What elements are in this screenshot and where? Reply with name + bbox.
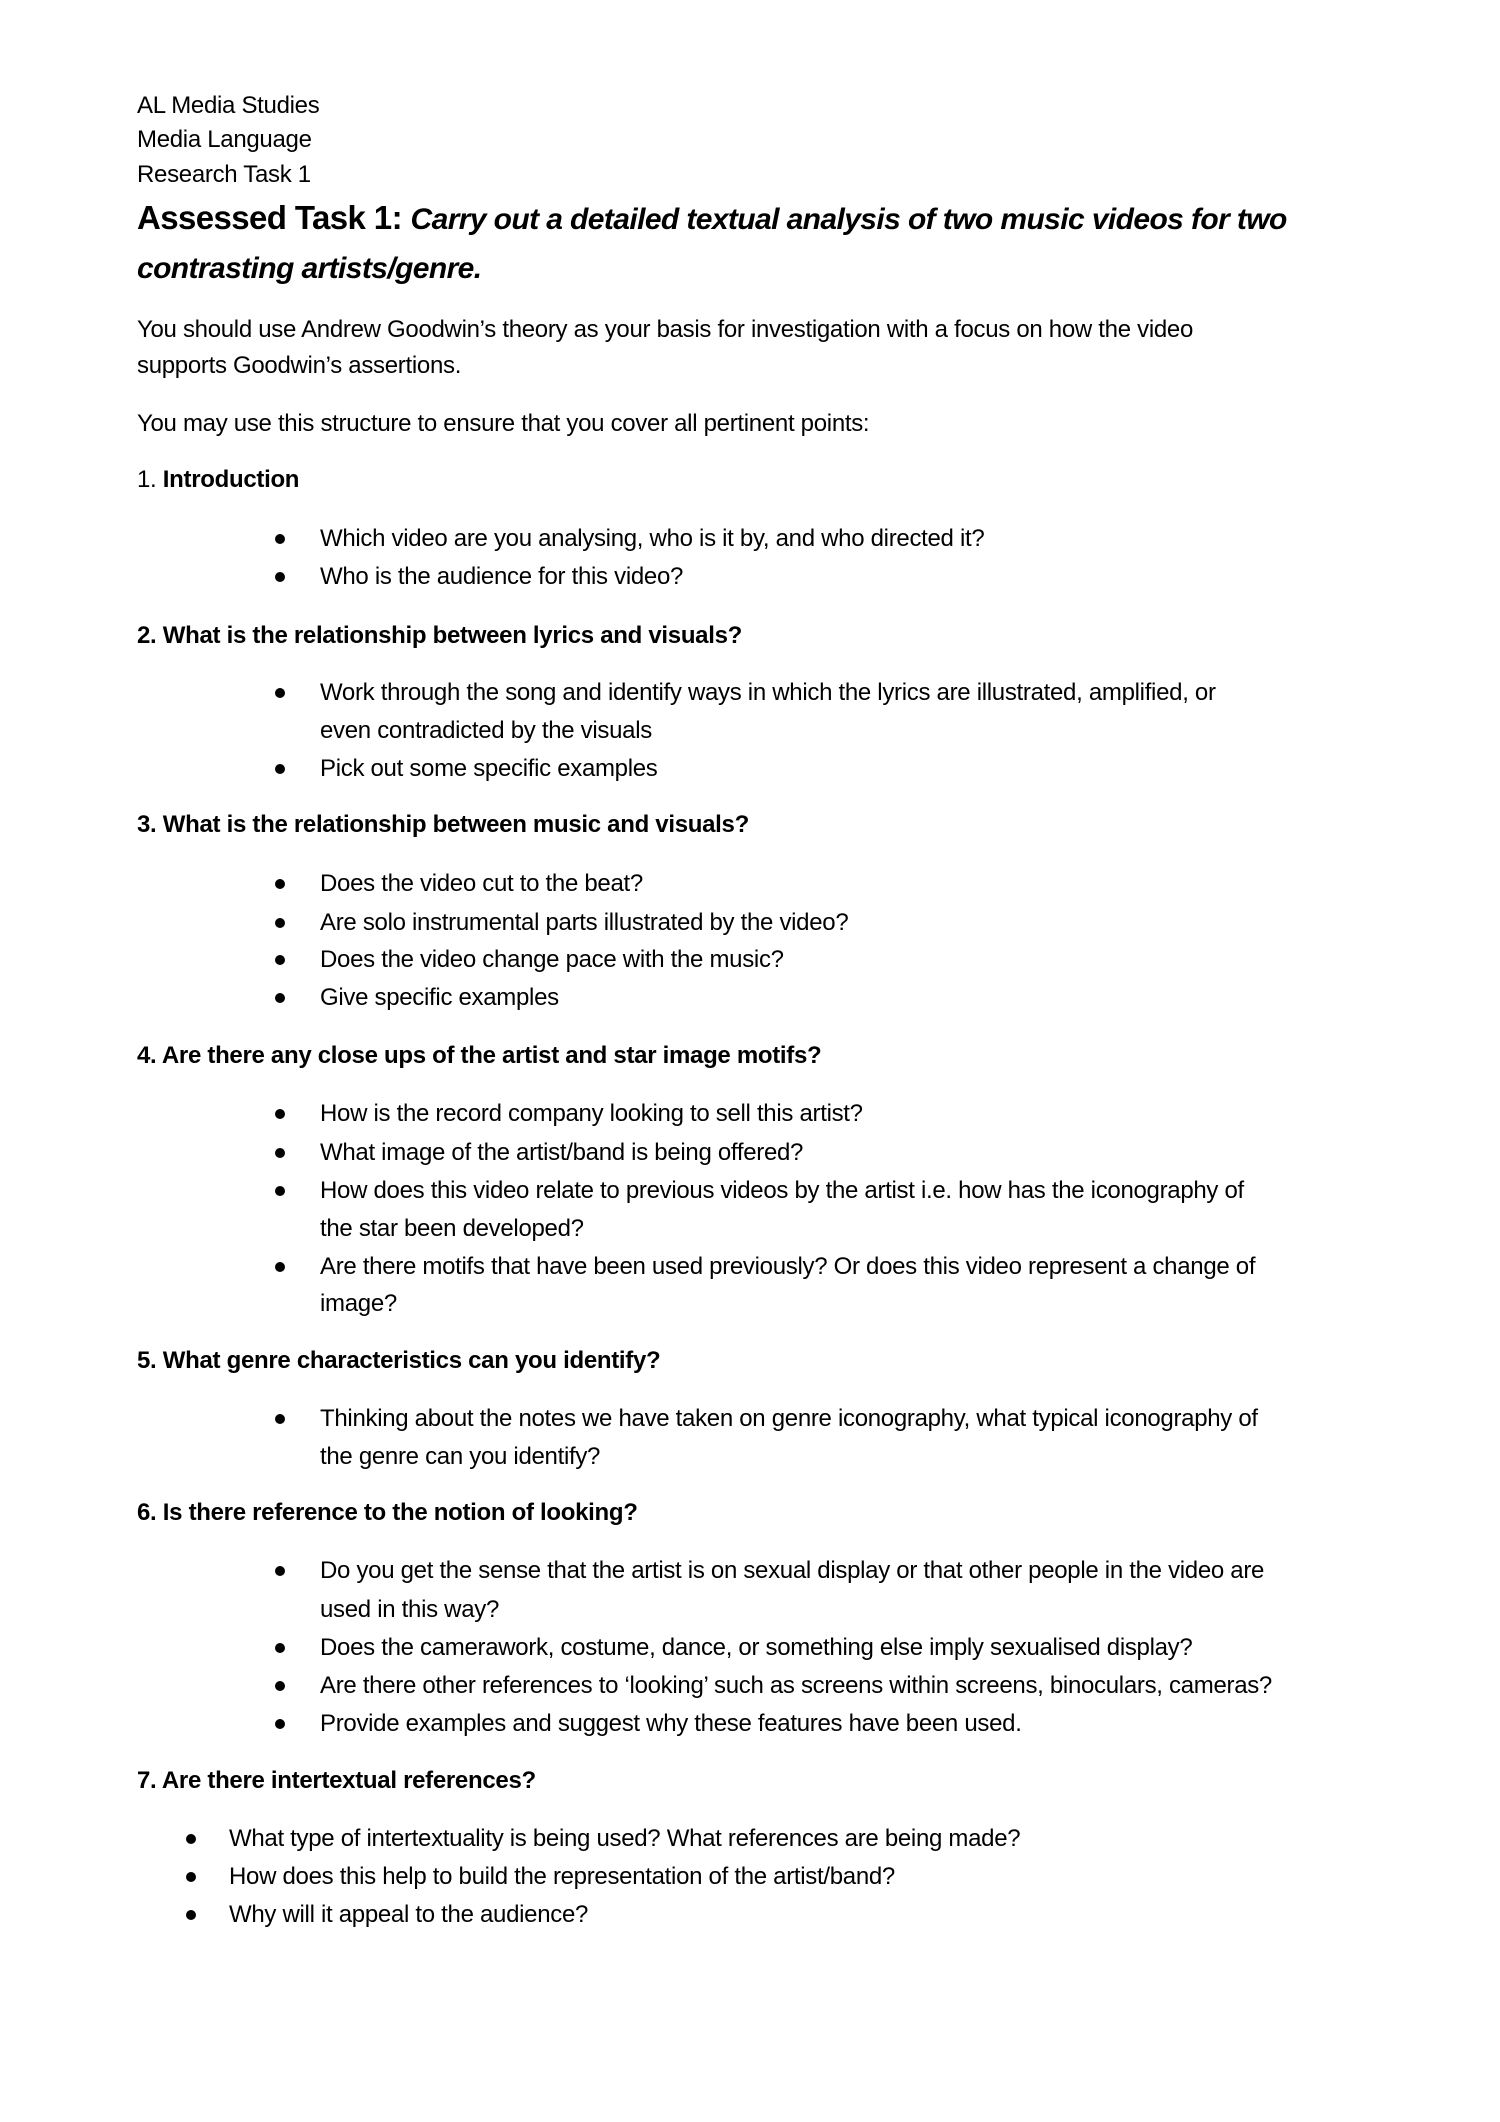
list-item: How is the record company looking to sell this artist?: [320, 1100, 863, 1127]
list-item: What type of intertextuality is being used? What references are being made?: [229, 1825, 1021, 1852]
bullet-icon: [275, 918, 285, 928]
section-heading: [137, 1494, 638, 1532]
list-item: Does the video change pace with the music?: [320, 946, 784, 973]
section-heading: [137, 461, 299, 499]
list-item: Do you get the sense that the artist is on sexual display or that other people in the video are: [320, 1557, 1265, 1584]
bullet-icon: [275, 534, 285, 544]
list-item: even contradicted by the visuals: [320, 717, 652, 744]
section-number: 1.: [137, 466, 157, 493]
bullet-icon: [275, 1109, 285, 1119]
bullet-icon: [275, 764, 285, 774]
list-item: Which video are you analysing, who is it by, and who directed it?: [320, 525, 985, 552]
bullet-icon: [275, 572, 285, 582]
bullet-icon: [186, 1834, 196, 1844]
bullet-icon: [275, 1186, 285, 1196]
list-item: the star been developed?: [320, 1215, 584, 1242]
page-title: [137, 194, 1287, 242]
intro-paragraph-line: supports Goodwin’s assertions.: [137, 352, 462, 379]
bullet-icon: [275, 1566, 285, 1576]
list-item: Are there motifs that have been used previously? Or does this video represent a change of: [320, 1253, 1256, 1280]
section-heading-text: 3. What is the relationship between music and visuals?: [137, 811, 749, 838]
bullet-icon: [275, 955, 285, 965]
list-item: How does this help to build the representation of the artist/band?: [229, 1863, 895, 1890]
unit-name: Media Language: [137, 126, 312, 153]
bullet-icon: [275, 993, 285, 1003]
list-item: Does the camerawork, costume, dance, or something else imply sexualised display?: [320, 1634, 1193, 1661]
list-item: Are there other references to ‘looking’ such as screens within screens, binoculars, cameras?: [320, 1672, 1272, 1699]
list-item: Why will it appeal to the audience?: [229, 1901, 589, 1928]
section-heading: [137, 1037, 821, 1075]
bullet-icon: [275, 1681, 285, 1691]
section-heading-text: 6. Is there reference to the notion of looking?: [137, 1499, 638, 1526]
bullet-icon: [275, 688, 285, 698]
section-heading-text: Introduction: [162, 466, 300, 493]
list-item: used in this way?: [320, 1596, 500, 1623]
list-item: Are solo instrumental parts illustrated by the video?: [320, 909, 849, 936]
list-item: the genre can you identify?: [320, 1443, 601, 1470]
title-text: Carry out a detailed textual analysis of two music videos for two: [410, 203, 1287, 236]
list-item: image?: [320, 1290, 397, 1317]
section-heading-text: 7. Are there intertextual references?: [137, 1767, 536, 1794]
intro-paragraph-line: You should use Andrew Goodwin’s theory as your basis for investigation with a focus on how the video: [137, 316, 1193, 343]
bullet-icon: [275, 1719, 285, 1729]
section-heading: [137, 1762, 536, 1800]
list-item: Pick out some specific examples: [320, 755, 658, 782]
bullet-icon: [275, 1262, 285, 1272]
section-heading: [137, 806, 749, 844]
bullet-icon: [275, 879, 285, 889]
course-name: AL Media Studies: [137, 92, 320, 119]
page-title-continued: [137, 243, 482, 291]
section-heading-text: 4. Are there any close ups of the artist and star image motifs?: [137, 1042, 822, 1069]
title-label: Assessed Task 1:: [137, 199, 402, 236]
bullet-icon: [275, 1643, 285, 1653]
section-heading: [137, 617, 742, 655]
list-item: Thinking about the notes we have taken on genre iconography, what typical iconography of: [320, 1405, 1258, 1432]
bullet-icon: [186, 1872, 196, 1882]
list-item: Work through the song and identify ways in which the lyrics are illustrated, amplified, or: [320, 679, 1216, 706]
list-item: How does this video relate to previous videos by the artist i.e. how has the iconography of: [320, 1177, 1244, 1204]
structure-paragraph: You may use this structure to ensure that you cover all pertinent points:: [137, 410, 870, 437]
section-heading: [137, 1342, 660, 1380]
list-item: What image of the artist/band is being offered?: [320, 1139, 804, 1166]
bullet-icon: [275, 1148, 285, 1158]
bullet-icon: [275, 1414, 285, 1424]
task-name: Research Task 1: [137, 161, 311, 188]
list-item: Who is the audience for this video?: [320, 563, 684, 590]
section-heading-text: 2. What is the relationship between lyrics and visuals?: [137, 622, 743, 649]
list-item: Provide examples and suggest why these features have been used.: [320, 1710, 1022, 1737]
bullet-icon: [186, 1910, 196, 1920]
section-heading-text: 5. What genre characteristics can you identify?: [137, 1347, 661, 1374]
title-text-2: contrasting artists/genre.: [137, 252, 482, 285]
list-item: Give specific examples: [320, 984, 559, 1011]
list-item: Does the video cut to the beat?: [320, 870, 643, 897]
